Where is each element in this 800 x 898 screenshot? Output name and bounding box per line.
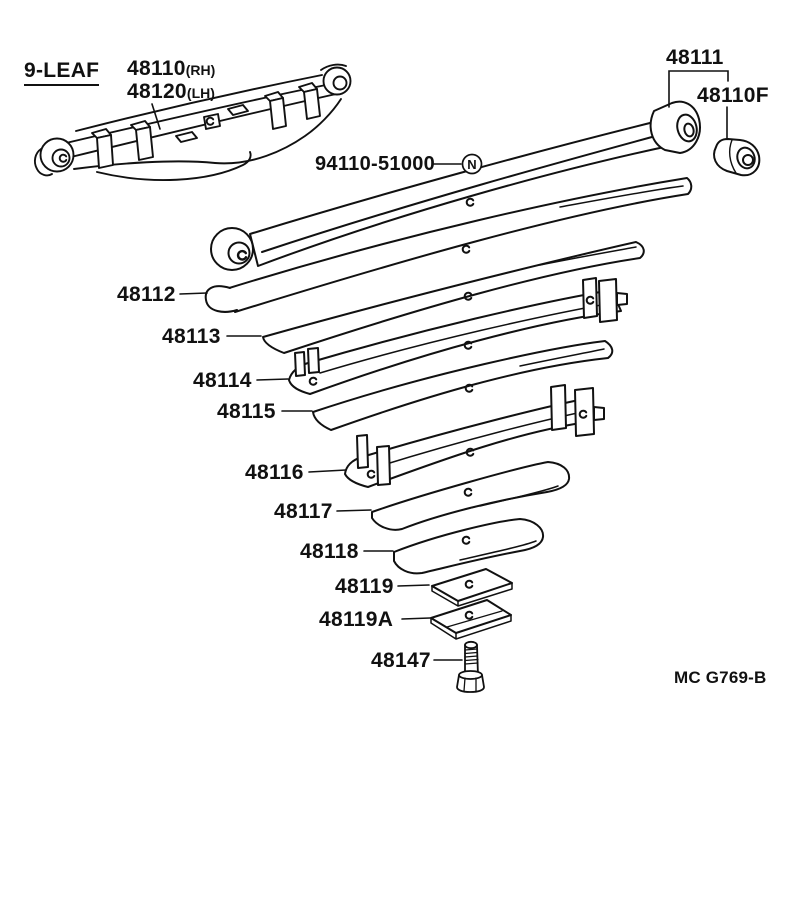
label-center-bolt: 48147 bbox=[371, 649, 431, 672]
label-leaf-7: 48117 bbox=[274, 500, 333, 523]
assembly-rh-part: 48110 bbox=[127, 57, 186, 80]
assembly-lh-suffix: (LH) bbox=[186, 85, 215, 101]
label-leaf-2: 48112 bbox=[117, 283, 176, 306]
assembly-lh-part: 48120 bbox=[127, 80, 187, 103]
label-leaf-8: 48118 bbox=[300, 540, 359, 563]
diagram-heading: 9-LEAF bbox=[24, 60, 99, 86]
leaf-9-drawing bbox=[432, 569, 512, 606]
center-bolt-drawing bbox=[457, 642, 484, 692]
label-leaf-9a: 48119A bbox=[319, 608, 394, 631]
label-leaf-9: 48119 bbox=[335, 575, 394, 598]
leaf-8-drawing bbox=[394, 519, 543, 573]
nut-symbol-letter: N bbox=[467, 157, 477, 172]
label-leaf-5: 48115 bbox=[217, 400, 276, 423]
leader-lines bbox=[152, 71, 728, 660]
label-leaf-4: 48114 bbox=[193, 369, 252, 392]
label-bushing: 48110F bbox=[697, 84, 769, 107]
label-leaf-3: 48113 bbox=[162, 325, 221, 348]
assembly-rh-suffix: (RH) bbox=[185, 62, 216, 78]
leaf-9a-drawing bbox=[431, 600, 511, 639]
label-assembly bbox=[127, 58, 215, 104]
bushing-drawing bbox=[714, 139, 759, 175]
label-leaf-6: 48116 bbox=[245, 461, 304, 484]
label-main-leaf: 48111 bbox=[666, 46, 724, 69]
drawing-code: MC G769-B bbox=[674, 668, 767, 687]
label-nut-part-number: 94110-51000 bbox=[315, 153, 436, 175]
